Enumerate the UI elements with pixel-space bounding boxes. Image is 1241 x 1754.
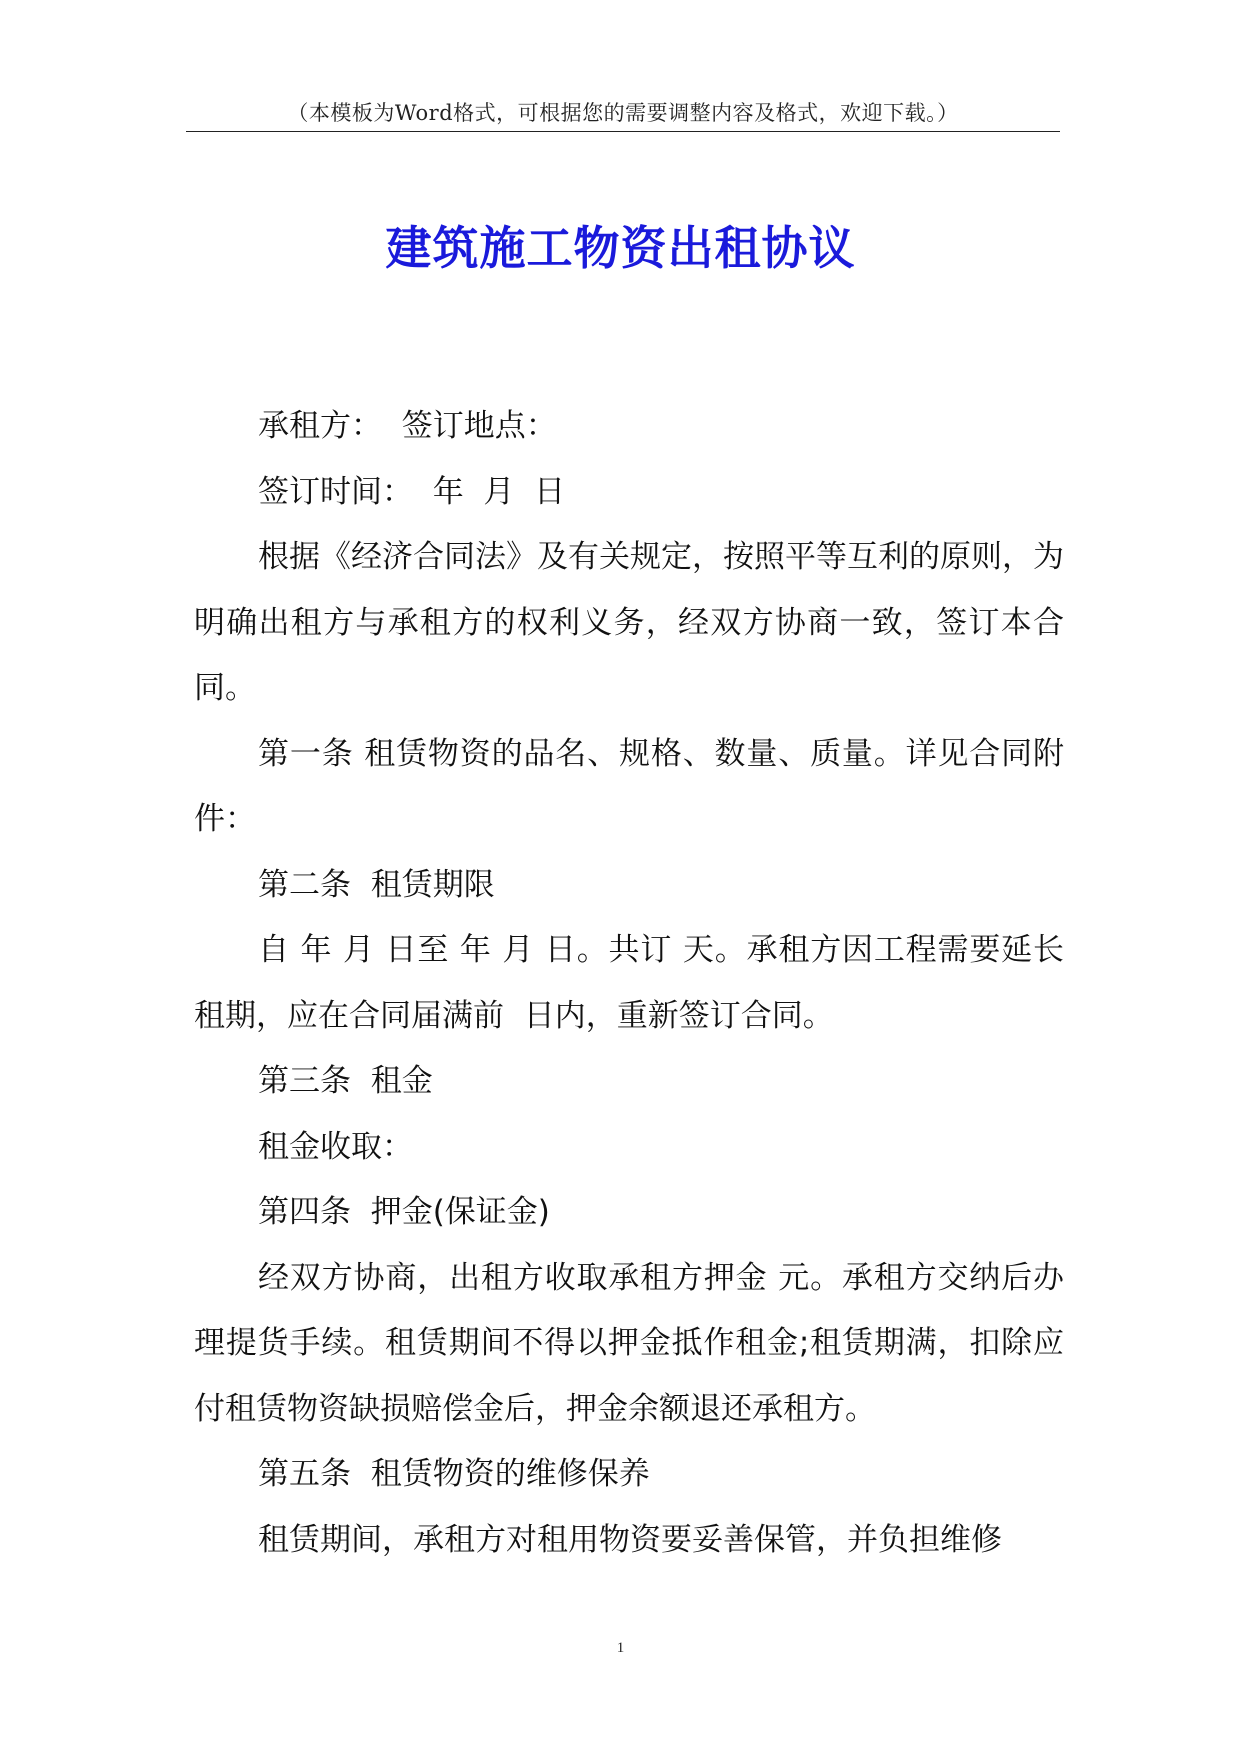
paragraph-article-5-heading: 第五条 租赁物资的维修保养 <box>258 1456 650 1492</box>
paragraph-article-2-heading: 第二条 租赁期限 <box>258 866 495 903</box>
paragraph-article-5-body: 租赁期间，承租方对租用物资要妥善保管，并负担维修 <box>258 1521 1002 1558</box>
paragraph-article-1: 第一条 租赁物资的品名、规格、数量、质量。详见合同附件： <box>194 735 1064 837</box>
paragraph-preamble: 根据《经济合同法》及有关规定，按照平等互利的原则，为明确出租方与承租方的权利义务，经双方协商一致，签订本合同。 <box>194 539 1064 706</box>
paragraph-article-4-heading: 第四条 押金(保证金) <box>258 1194 550 1230</box>
paragraph-sign-date: 签订时间： 年 月 日 <box>258 473 566 510</box>
document-title: 建筑施工物资出租协议 <box>385 221 856 275</box>
paragraph-article-2-body: 自 年 月 日至 年 月 日。共订 天。承租方因工程需要延长租期，应在合同届满前 日内，重新签订合同。 <box>194 932 1064 1034</box>
paragraph-article-4-body: 经双方协商，出租方收取承租方押金 元。承租方交纳后办理提货手续。租赁期间不得以押金抵作租金;租赁期满，扣除应付租赁物资缺损赔偿金后，押金余额退还承租方。 <box>194 1259 1064 1427</box>
page-number: 1 <box>616 1640 625 1656</box>
template-note: （本模板为Word格式，可根据您的需要调整内容及格式，欢迎下载。） <box>287 101 959 125</box>
paragraph-article-3-heading: 第三条 租金 <box>258 1063 433 1099</box>
paragraph-lessee-location: 承租方： 签订地点： <box>258 408 557 444</box>
header-divider <box>186 131 1060 132</box>
document-body <box>194 394 1064 1573</box>
paragraph-article-3-body: 租金收取： <box>258 1128 413 1165</box>
